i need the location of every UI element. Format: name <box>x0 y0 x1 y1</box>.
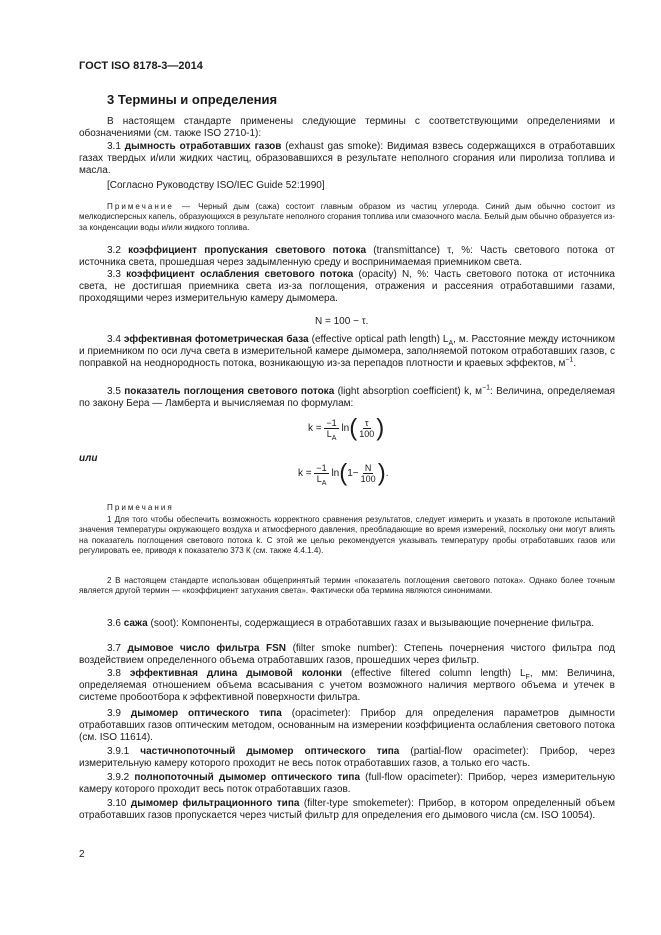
formula-paren-right: ) <box>377 459 386 487</box>
term-3-9 <box>79 708 615 745</box>
term-name: показатель поглощения светового потока <box>124 386 335 397</box>
formula-fraction <box>324 418 338 442</box>
term-number: 3.10 <box>107 798 127 809</box>
formula-n: N = 100 − τ. <box>315 316 369 327</box>
term-name: полнопоточный дымомер оптического типа <box>134 772 361 783</box>
connector-or: или <box>79 453 98 464</box>
term-name: частичнопоточный дымомер оптического типа <box>140 746 400 757</box>
formula-ln: ln <box>341 423 350 435</box>
term-number: 3.6 <box>107 618 121 629</box>
term-3-8 <box>79 668 615 705</box>
fraction-denominator-subscript: A <box>331 434 337 442</box>
term-number: 3.4 <box>107 334 121 345</box>
term-definition-end: . <box>573 358 577 370</box>
formula-end: . <box>385 468 389 480</box>
term-definition: (partial-flow opacimeter): Прибор, через измерительную камеру которого проходит не весь поток отработавших газов, а только его часть. <box>79 746 615 770</box>
fraction-denominator-subscript: A <box>321 479 327 487</box>
term-name: эффективная длина дымовой колонки <box>129 668 343 679</box>
formula-k-tau <box>308 414 385 442</box>
term-name: дымомер оптического типа <box>130 708 282 719</box>
formula-paren-left: ( <box>339 459 348 487</box>
term-name: коэффициент пропускания светового потока <box>128 245 367 256</box>
term-3-10 <box>79 798 615 822</box>
term-name: дымность отработавших газов <box>124 141 282 152</box>
term-number: 3.1 <box>107 141 121 152</box>
formula-one-minus: 1− <box>347 468 359 480</box>
term-definition: (opacimeter): Прибор для определения параметров дымности отработавших газов оптическим методом, основанным на измерении коэффициента ослабления светового потока (см. ISO 11614). <box>79 708 616 744</box>
formula-lhs: k = <box>298 468 312 480</box>
term-definition-pre: (light absorption coefficient) k, м <box>334 386 483 397</box>
note-1: 1 Для того чтобы обеспечить возможность корректного сравнения результатов, следует измерить и указать в протоколе испытаний значения температуры окружающего воздуха и атмосферного давления, преобладающие во время измерений, поскольку они могут влиять на показатель поглощения светового потока k. С этой же целью рекомендуется указывать температуру пробы отработавших газов или регулировать ее, приводя к показателю 373 К (см. также 4.4.1.4). <box>79 515 615 556</box>
source-reference: [Согласно Руководству ISO/IEC Guide 52:1990] <box>107 180 325 191</box>
term-number: 3.8 <box>107 668 121 679</box>
term-number: 3.7 <box>107 643 121 654</box>
term-definition: (exhaust gas smoke): Видимая взвесь содержащихся в отработавших газах твердых и/или жидких частиц, образовавшихся в результате неполного сгорания или пиролиза топлива и масла. <box>79 141 615 177</box>
note-text: Черный дым (сажа) состоит главным образом из частиц углерода. Синий дым обычно состоит из мелкодисперсных капель, образующихся в результате неполного сгорания топлива или смазочного масла. Белый дым обычно образуется из-за конденсации воды и/или жидкого топлива. <box>79 202 615 232</box>
formula-inner-fraction <box>359 463 378 484</box>
term-superscript: −1 <box>482 384 491 392</box>
term-definition: : Величина, определяемая по закону Бера — Ламберта и вычисляемая по формулам: <box>79 386 616 410</box>
term-definition: (filter smoke number): Степень почернения чистого фильтра под воздействием определенного объема отработавших газов, прошедших через фильтр. <box>79 643 615 667</box>
document-header-code: ГОСТ ISO 8178-3—2014 <box>79 60 203 72</box>
term-3-4 <box>79 334 615 371</box>
term-3-3 <box>79 269 615 306</box>
note-3-1 <box>79 202 615 233</box>
formula-lhs: k = <box>308 423 322 435</box>
note-2: 2 В настоящем стандарте использован общепринятый термин «показатель поглощения светового потока». Однако более точным является другой термин — «коэффициент затухания света». Фактически оба термина являются синонимами. <box>79 576 615 596</box>
formula-inner-fraction <box>357 418 376 439</box>
formula-paren-left: ( <box>349 414 358 442</box>
intro-paragraph: В настоящем стандарте применены следующие термины с соответствующими определениями и обозначениями (см. также ISO 2710-1): <box>79 116 615 140</box>
term-3-9-2 <box>79 772 615 796</box>
term-number: 3.5 <box>107 386 121 397</box>
fraction-denominator: L <box>316 474 322 484</box>
term-definition-pre: (effective optical path length) L <box>308 334 449 345</box>
term-name: дымовое число фильтра FSN <box>127 643 287 654</box>
note-label: Примечание — <box>107 202 193 211</box>
formula-fraction <box>314 463 328 487</box>
term-name: эффективная фотометрическая база <box>123 334 309 345</box>
term-3-6 <box>79 618 615 630</box>
section-title: 3 Термины и определения <box>107 92 278 107</box>
term-subscript: A <box>448 340 454 347</box>
formula-paren-right: ) <box>376 414 385 442</box>
term-definition: (filter-type smokemeter): Прибор, в котором определенный объем отработавших газов пропускается через чистый фильтр для определения его дымового числа (см. ISO 10054). <box>79 798 615 822</box>
term-definition: (opacity) N, %: Часть светового потока от источника света, не достигшая приемника света из-за поглощения, отражения и рассеяния отработавшими газами, проходящими через измерительную камеру дымомера. <box>79 269 615 305</box>
fraction-numerator: −1 <box>316 463 327 473</box>
term-3-5 <box>79 386 615 410</box>
inner-numerator: N <box>364 463 372 473</box>
term-definition: (soot): Компоненты, содержащиеся в отработавших газах и вызывающие почернение фильтра. <box>147 618 594 629</box>
term-number: 3.3 <box>107 269 121 280</box>
term-number: 3.9 <box>107 708 121 719</box>
term-3-9-1 <box>79 746 615 770</box>
formula-ln: ln <box>331 468 340 480</box>
inner-denominator: 100 <box>359 429 375 439</box>
term-3-2 <box>79 245 615 269</box>
term-3-7 <box>79 643 615 667</box>
fraction-numerator: −1 <box>326 418 337 428</box>
term-name: коэффициент ослабления светового потока <box>126 269 354 280</box>
notes-title: Примечания <box>107 503 174 512</box>
term-name: сажа <box>123 618 148 629</box>
inner-denominator: 100 <box>360 474 376 484</box>
term-number: 3.9.2 <box>107 772 130 783</box>
term-3-1 <box>79 141 615 178</box>
page-number: 2 <box>79 849 85 860</box>
formula-k-n <box>298 459 389 487</box>
term-number: 3.2 <box>107 245 121 256</box>
term-definition-pre: (effective filtered column length) L <box>342 668 526 679</box>
inner-numerator: τ <box>364 418 369 428</box>
term-definition: (full-flow opacimeter): Прибор, через измерительную камеру которого проходит весь поток отработавших газов. <box>79 772 616 796</box>
term-number: 3.9.1 <box>107 746 130 757</box>
term-name: дымомер фильтрационного типа <box>130 798 300 809</box>
term-subscript: F <box>525 674 530 681</box>
term-superscript: −1 <box>565 357 574 365</box>
fraction-denominator: L <box>326 429 332 439</box>
term-definition: (transmittance) τ, %: Часть светового потока от источника света, прошедшая через задымленную среду и воспринимаемая приемником света. <box>79 245 615 269</box>
term-definition: , м. Расстояние между источником и приемником по оси луча света в измерительной камере дымомера, заполняемой потоком отработавших газов, с поправкой на неоднородность потока, возникающую из-за перепадов плотности и краевых эффектов, м <box>79 334 615 370</box>
term-definition: , мм: Величина, определяемая отношением объема всасывания с учетом возможного наличия мертвого объема и утечек в системе пробоотбора к эффективной поверхности фильтра. <box>79 668 616 704</box>
